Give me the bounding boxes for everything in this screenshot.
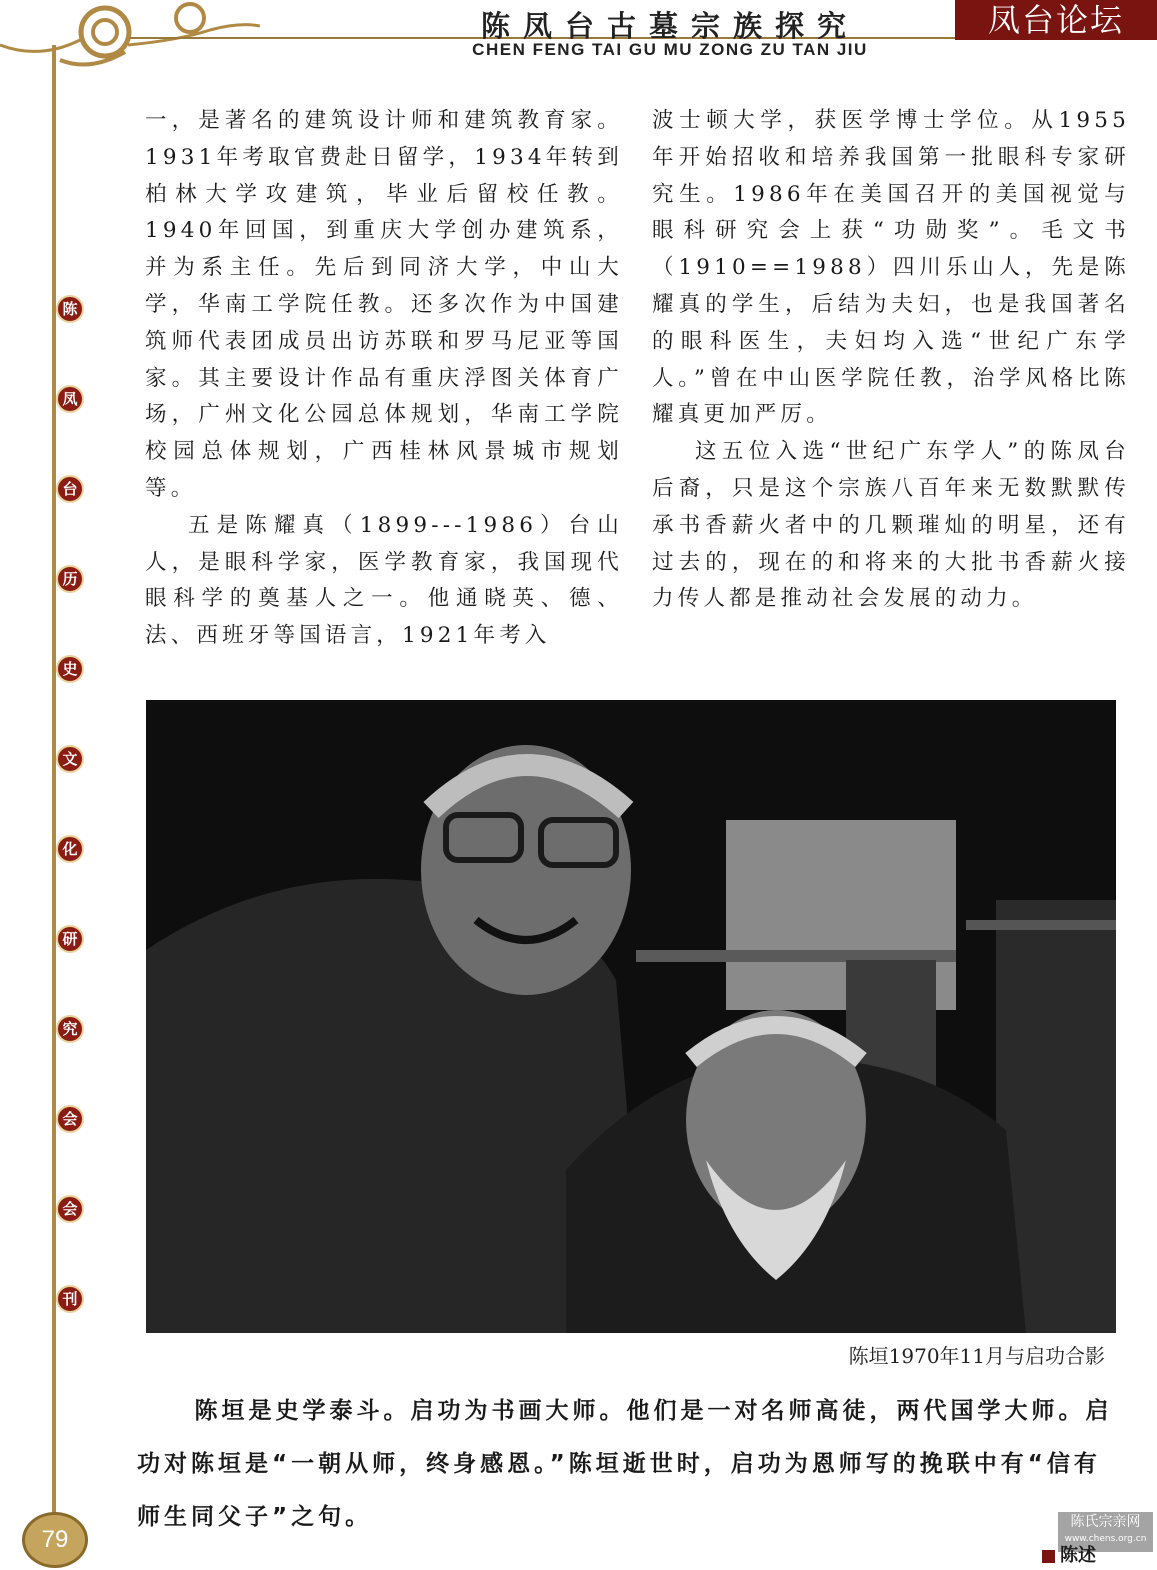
section-tab: 凤台论坛: [955, 0, 1157, 40]
rail-char: 历: [56, 565, 84, 593]
rail-char: 台: [56, 475, 84, 503]
photo-caption: 陈垣1970年11月与启功合影: [848, 1344, 1105, 1368]
left-column: [145, 103, 623, 655]
author-byline: [1042, 1544, 1096, 1568]
rail-char: 化: [56, 835, 84, 863]
watermark-name: 陈氏宗亲网: [1070, 1514, 1141, 1530]
rail-char: 文: [56, 745, 84, 773]
author-name: 陈述: [1060, 1545, 1096, 1566]
page-number: 79: [22, 1512, 88, 1568]
rail-char: 究: [56, 1015, 84, 1043]
rail-char: 会: [56, 1195, 84, 1223]
paragraph: 五是陈耀真（1899---1986）台山人，是眼科学家，医学教育家，我国现代眼科学的奠基人之一。他通晓英、德、法、西班牙等国语言，1921年考入: [145, 512, 623, 649]
paragraph: 一，是著名的建筑设计师和建筑教育家。1931年考取官费赴日留学，1934年转到柏林大学攻建筑，毕业后留校任教。1940年回国，到重庆大学创办建筑系，并为系主任。先后到同济大学，中山大学，华南工学院任教。还多次作为中国建筑师代表团成员出访苏联和罗马尼亚等国家。其主要设计作品有重庆浮图关体育广场，广州文化公园总体规划，华南工学院校园总体规划，广西桂林风景城市规划等。: [145, 108, 623, 501]
magazine-subtitle: CHEN FENG TAI GU MU ZONG ZU TAN JIU: [472, 40, 868, 59]
paragraph: 陈垣是史学泰斗。启功为书画大师。他们是一对名师高徒，两代国学大师。启功对陈垣是“一朝从师，终身感恩。”陈垣逝世时，启功为恩师写的挽联中有“信有师生同父子”之句。: [137, 1398, 1113, 1530]
right-column: [652, 103, 1130, 618]
portrait-photo: [146, 700, 1116, 1333]
rail-char: 凤: [56, 385, 84, 413]
rail-char: 陈: [56, 295, 84, 323]
square-icon: [1042, 1550, 1055, 1563]
side-rail: [52, 45, 56, 1525]
rail-char: 史: [56, 655, 84, 683]
paragraph: 这五位入选“世纪广东学人”的陈凤台后裔，只是这个宗族八百年来无数默默传承书香薪火者中的几颗璀灿的明星，还有过去的，现在的和将来的大批书香薪火接力传人都是推动社会发展的动力。: [652, 439, 1130, 612]
photo-illustration: [146, 700, 1116, 1333]
rail-char: 会: [56, 1105, 84, 1133]
watermark-url: www.chens.org.cn: [1064, 1534, 1147, 1544]
magazine-title: 陈凤台古墓宗族探究: [480, 9, 859, 43]
closing-paragraph: [137, 1385, 1127, 1544]
rail-char: 研: [56, 925, 84, 953]
cloud-ornament: [0, 0, 260, 80]
paragraph: 波士顿大学，获医学博士学位。从1955年开始招收和培养我国第一批眼科专家研究生。1986年在美国召开的美国视觉与眼科研究会上获“功勋奖”。毛文书（1910==1988）四川乐山人，先是陈耀真的学生，后结为夫妇，也是我国著名的眼科医生，夫妇均入选“世纪广东学人。”曾在中山医学院任教，治学风格比陈耀真更加严厉。: [652, 108, 1130, 428]
rail-char: 刊: [56, 1285, 84, 1313]
